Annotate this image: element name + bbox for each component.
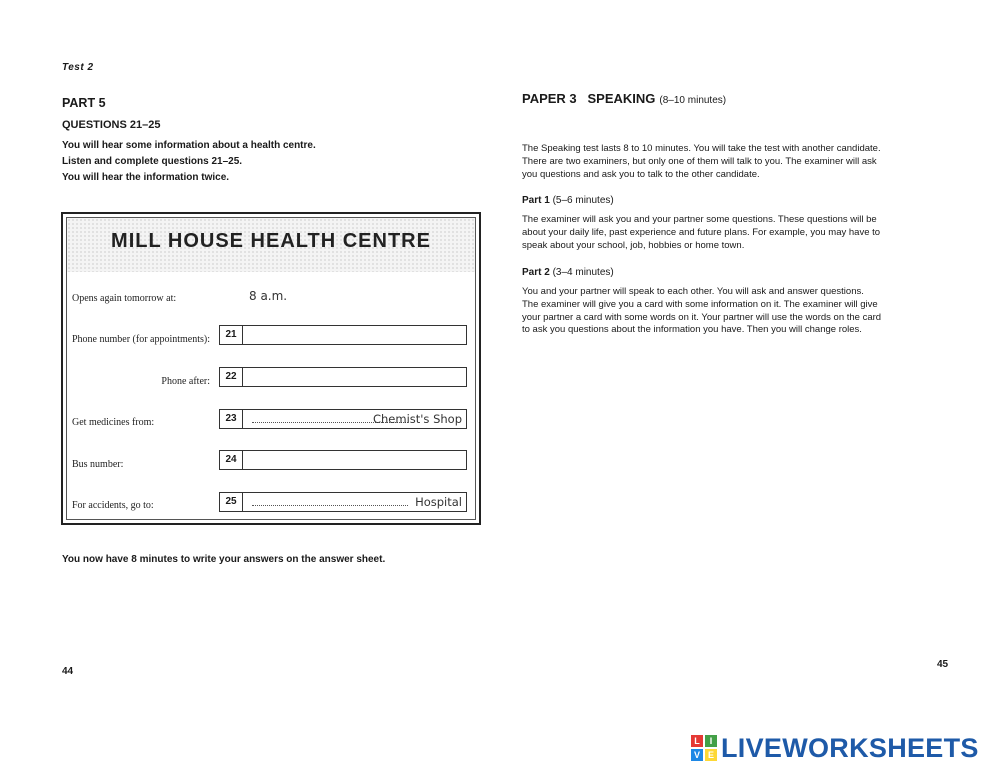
part1-duration: (5–6 minutes): [552, 195, 614, 206]
liveworksheets-logo[interactable]: [691, 731, 979, 765]
question-number: 25: [220, 493, 243, 511]
intro-paragraph: The Speaking test lasts 8 to 10 minutes. You will take the test with another candidate. There are two examiners, but only one of them will talk to you. The examiner will ask you questions and ask you to talk to the other candidate.: [522, 143, 881, 180]
logo-text: LIVEWORKSHEETS: [721, 732, 979, 763]
logo-block: E: [705, 749, 717, 761]
row-label-22: Phone after:: [161, 376, 210, 387]
question-number: 22: [220, 368, 243, 386]
logo-block: L: [691, 735, 703, 747]
logo-block: V: [691, 749, 703, 761]
row-label-21: Phone number (for appointments):: [72, 334, 211, 345]
answer-text: Chemist's Shop: [372, 412, 462, 426]
answer-field-22[interactable]: [219, 367, 467, 387]
answer-field-23[interactable]: [219, 409, 467, 429]
instruction-line: You will hear the information twice.: [62, 172, 230, 183]
test-label: Test 2: [62, 62, 94, 73]
questions-title: QUESTIONS 21–25: [62, 119, 161, 131]
instruction-line: Listen and complete questions 21–25.: [62, 156, 243, 167]
form-title: MILL HOUSE HEALTH CENTRE: [111, 230, 431, 252]
part2-heading: [522, 267, 614, 278]
part1-label: Part 1: [522, 195, 550, 206]
part-title: PART 5: [62, 96, 106, 110]
bottom-note: You now have 8 minutes to write your answers on the answer sheet.: [62, 554, 386, 565]
answer-field-24[interactable]: [219, 450, 467, 470]
paper-title: [522, 91, 726, 106]
row-label-24: Bus number:: [72, 459, 124, 470]
answer-text: Hospital: [415, 495, 462, 509]
opens-value: 8 a.m.: [249, 289, 288, 303]
question-number: 24: [220, 451, 243, 469]
part1-paragraph: The examiner will ask you and your partner some questions. These questions will be about your daily life, past experience and future plans. For example, you may have to speak about your school, job, hobbies or home town.: [522, 214, 881, 251]
health-centre-form: [61, 212, 481, 525]
logo-blocks: [691, 735, 717, 761]
row-label-25: For accidents, go to:: [72, 500, 154, 511]
answer-field-21[interactable]: [219, 325, 467, 345]
paper-duration: (8–10 minutes): [659, 95, 727, 106]
paper-title-text: PAPER 3 SPEAKING: [522, 91, 656, 106]
opens-label: Opens again tomorrow at:: [72, 293, 177, 304]
part2-duration: (3–4 minutes): [552, 267, 614, 278]
page-number-right: 45: [937, 659, 949, 670]
answer-field-25[interactable]: [219, 492, 467, 512]
question-number: 21: [220, 326, 243, 344]
logo-block: I: [705, 735, 717, 747]
part2-label: Part 2: [522, 267, 550, 278]
part1-heading: [522, 195, 614, 206]
dotted-line: [252, 505, 408, 506]
row-label-23: Get medicines from:: [72, 417, 155, 428]
page-number-left: 44: [62, 666, 74, 677]
part2-paragraph: You and your partner will speak to each other. You will ask and answer questions. The examiner will give you a card with some information on it. The examiner will give your partner a card with some words on it. Your partner will use the words on the card to ask you questions about the information you have. Then you will change roles.: [522, 286, 882, 336]
form-header: [67, 218, 475, 272]
question-number: 23: [220, 410, 243, 428]
instruction-line: You will hear some information about a health centre.: [62, 140, 316, 151]
